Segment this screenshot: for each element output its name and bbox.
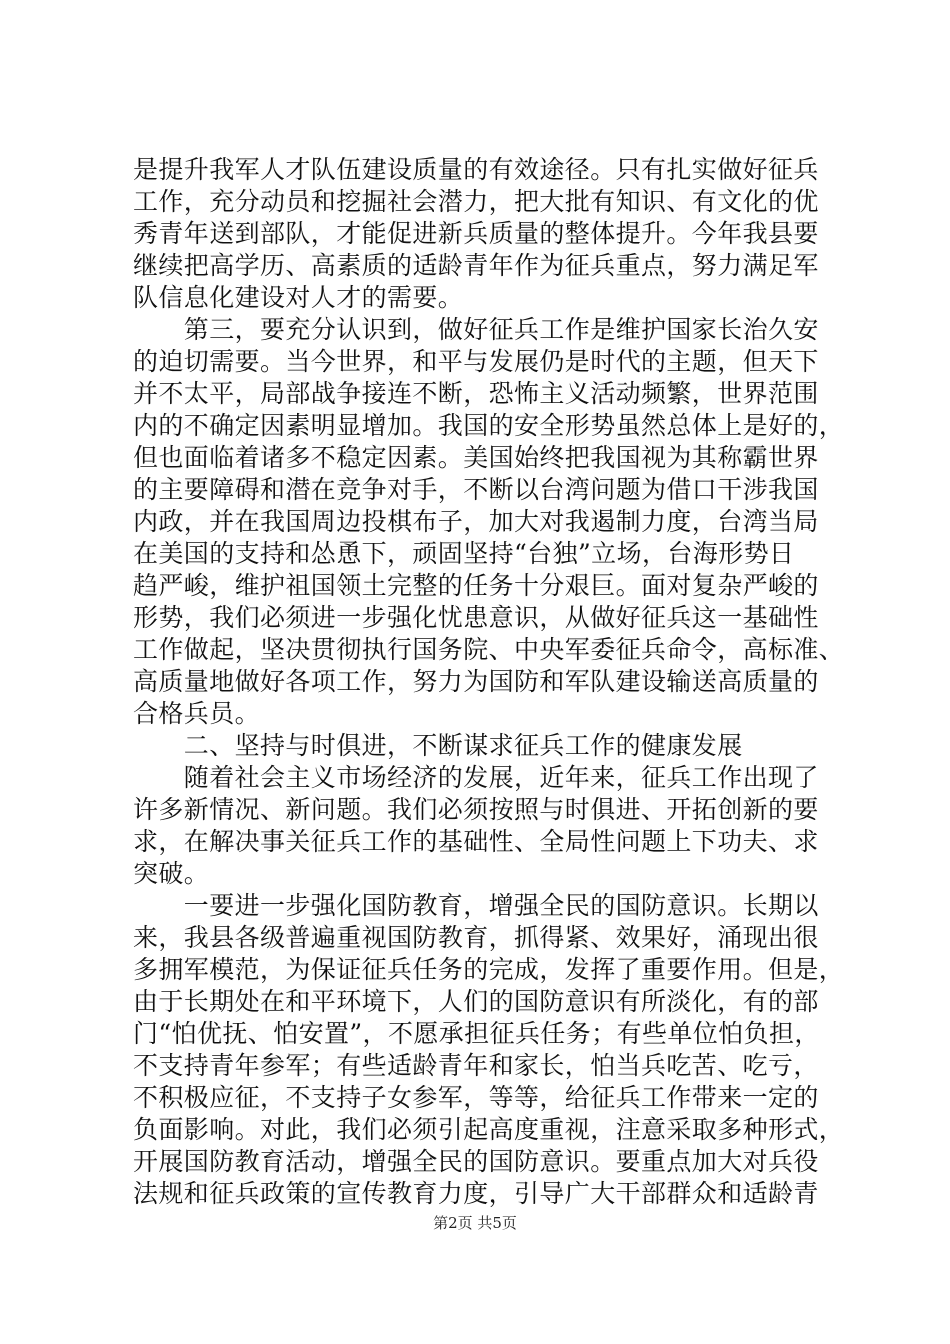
text-line: 求，在解决事关征兵工作的基础性、全局性问题上下功夫、求 xyxy=(133,827,819,856)
text-line: 由于长期处在和平环境下，人们的国防意识有所淡化，有的部 xyxy=(133,987,819,1016)
document-body xyxy=(133,154,845,1210)
text-line: 队信息化建设对人才的需要。 xyxy=(133,283,464,312)
text-line: 多拥军模范，为保证征兵任务的完成，发挥了重要作用。但是， xyxy=(133,955,845,984)
text-line: 门“怕优抚、怕安置”，不愿承担征兵任务；有些单位怕负担， xyxy=(133,1019,820,1048)
text-line: 不支持青年参军；有些适龄青年和家长，怕当兵吃苦、吃亏， xyxy=(133,1051,819,1080)
page-number-footer: 第2页 共5页 xyxy=(433,1214,517,1232)
text-line: 但也面临着诸多不稳定因素。美国始终把我国视为其称霸世界 xyxy=(133,443,819,472)
text-line: 内的不确定因素明显增加。我国的安全形势虽然总体上是好的， xyxy=(133,411,845,440)
text-line: 继续把高学历、高素质的适龄青年作为征兵重点，努力满足军 xyxy=(133,251,819,280)
text-line: 并不太平，局部战争接连不断，恐怖主义活动频繁，世界范围 xyxy=(133,379,819,408)
text-line: 随着社会主义市场经济的发展，近年来，征兵工作出现了 xyxy=(133,763,819,792)
text-line: 法规和征兵政策的宣传教育力度，引导广大干部群众和适龄青 xyxy=(133,1179,819,1208)
text-line: 工作做起，坚决贯彻执行国务院、中央军委征兵命令，高标准、 xyxy=(133,635,845,664)
text-line: 在美国的支持和怂恿下，顽固坚持“台独”立场，台海形势日 xyxy=(133,539,795,568)
text-line: 秀青年送到部队，才能促进新兵质量的整体提升。今年我县要 xyxy=(133,219,819,248)
text-line: 趋严峻，维护祖国领土完整的任务十分艰巨。面对复杂严峻的 xyxy=(133,571,819,600)
text-line: 的迫切需要。当今世界，和平与发展仍是时代的主题，但天下 xyxy=(133,347,819,376)
text-line: 第三，要充分认识到，做好征兵工作是维护国家长治久安 xyxy=(133,315,819,344)
text-line: 内政，并在我国周边投棋布子，加大对我遏制力度，台湾当局 xyxy=(133,507,819,536)
text-line: 形势，我们必须进一步强化忧患意识，从做好征兵这一基础性 xyxy=(133,603,819,632)
text-line: 负面影响。对此，我们必须引起高度重视，注意采取多种形式， xyxy=(133,1115,845,1144)
text-line: 突破。 xyxy=(133,859,210,888)
text-line: 工作，充分动员和挖掘社会潜力，把大批有知识、有文化的优 xyxy=(133,187,819,216)
text-line: 开展国防教育活动，增强全民的国防意识。要重点加大对兵役 xyxy=(133,1147,819,1176)
text-line: 来，我县各级普遍重视国防教育，抓得紧、效果好，涌现出很 xyxy=(133,923,819,952)
text-line: 合格兵员。 xyxy=(133,699,261,728)
text-line: 不积极应征，不支持子女参军，等等，给征兵工作带来一定的 xyxy=(133,1083,819,1112)
text-line: 许多新情况、新问题。我们必须按照与时俱进、开拓创新的要 xyxy=(133,795,819,824)
section-heading: 二、坚持与时俱进，不断谋求征兵工作的健康发展 xyxy=(133,731,743,760)
text-line: 高质量地做好各项工作，努力为国防和军队建设输送高质量的 xyxy=(133,667,819,696)
text-line: 的主要障碍和潜在竞争对手，不断以台湾问题为借口干涉我国 xyxy=(133,475,819,504)
text-line: 一要进一步强化国防教育，增强全民的国防意识。长期以 xyxy=(133,891,819,920)
text-line: 是提升我军人才队伍建设质量的有效途径。只有扎实做好征兵 xyxy=(133,155,819,184)
